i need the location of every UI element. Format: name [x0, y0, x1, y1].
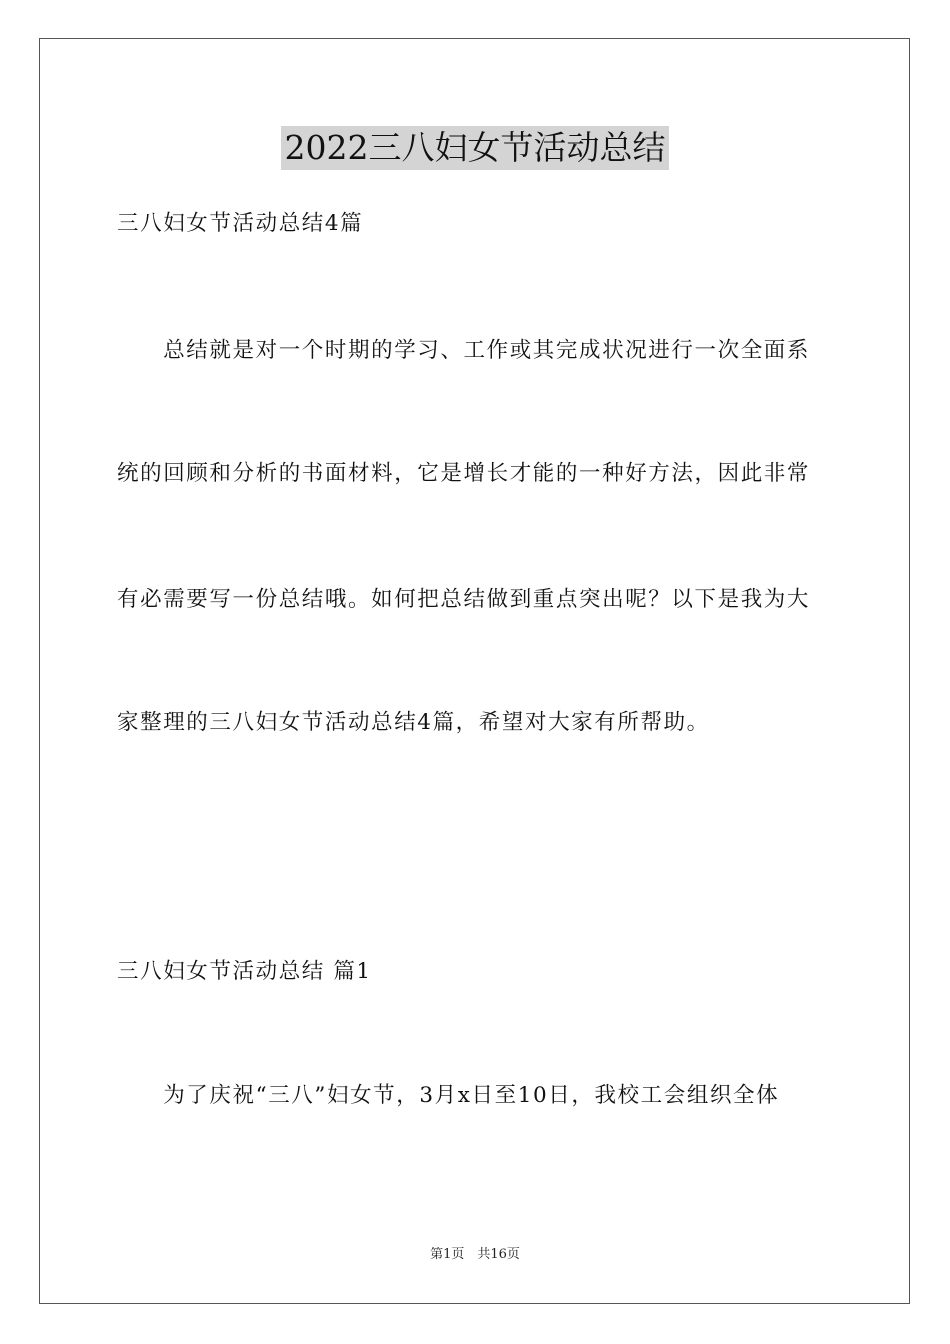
intro-line-4: 家整理的三八妇女节活动总结4篇，希望对大家有所帮助。	[117, 710, 710, 735]
section-paragraph-line-1: 为了庆祝“三八”妇女节，3月x日至10日，我校工会组织全体	[117, 1083, 780, 1108]
title-container	[0, 126, 950, 170]
section-heading: 三八妇女节活动总结 篇1	[117, 959, 372, 984]
document-title: 2022三八妇女节活动总结	[281, 126, 670, 170]
intro-line-2: 统的回顾和分析的书面材料，它是增长才能的一种好方法，因此非常	[117, 461, 811, 486]
intro-line-1: 总结就是对一个时期的学习、工作或其完成状况进行一次全面系	[117, 338, 811, 363]
intro-line-3: 有必需要写一份总结哦。如何把总结做到重点突出呢？以下是我为大	[117, 587, 811, 612]
document-subtitle: 三八妇女节活动总结4篇	[117, 211, 364, 236]
page-footer: 第1页 共16页	[430, 1247, 520, 1262]
